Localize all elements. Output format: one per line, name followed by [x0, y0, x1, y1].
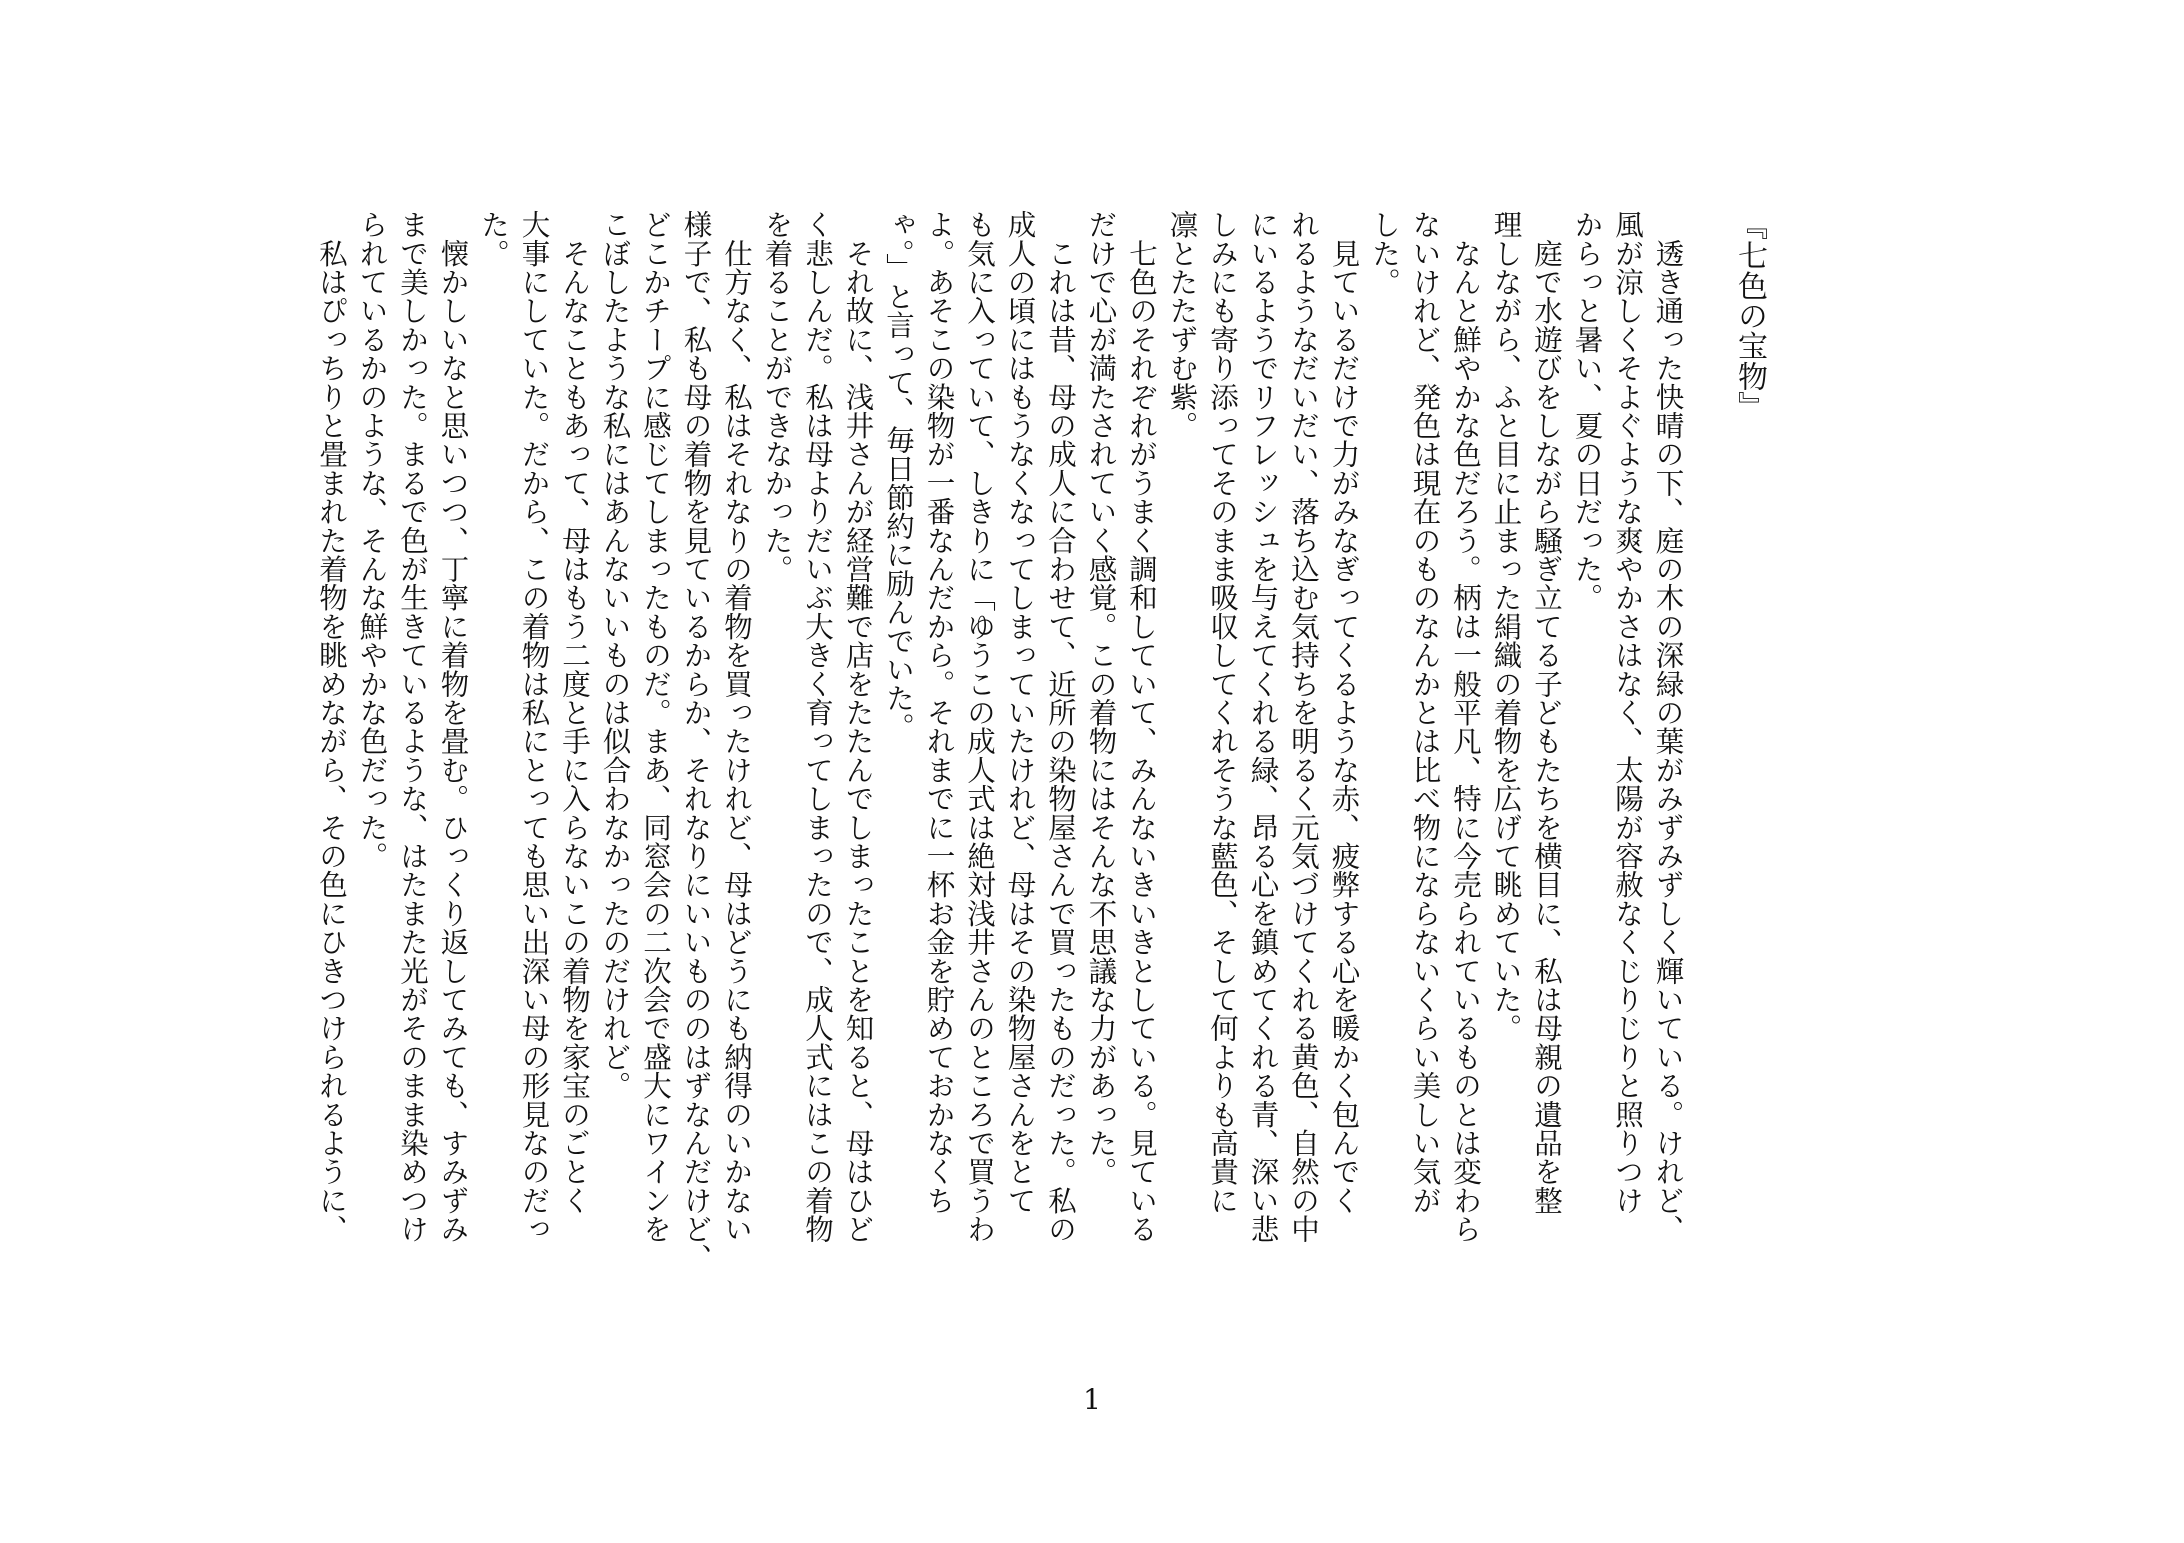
text-line: られているかのような、そんな鮮やかな色だった。 — [355, 210, 389, 871]
text-line: しみにも寄り添ってそのまま吸収してくれそうな藍色、そして何よりも高貴に — [1206, 210, 1239, 1215]
text-line: 様子で、私も母の着物を見ているからか、それなりにいいもののはずなんだけど、 — [679, 210, 713, 1272]
text-line: 凛とたたずむ紫。 — [1165, 210, 1199, 440]
text-line: を着ることができなかった。 — [760, 210, 794, 584]
text-line: 懐かしいなと思いつつ、丁寧に着物を畳む。ひっくり返してみても、すみずみ — [436, 210, 470, 1244]
text-line: 仕方なく、私はそれなりの着物を買ったけれど、母はどうにも納得のいかない — [720, 210, 753, 1244]
text-line: どこかチープに感じてしまったものだ。まあ、同窓会の二次会で盛大にワインを — [639, 210, 672, 1244]
text-line: ゃ。」と言って、毎日節約に励んでいた。 — [882, 210, 915, 742]
text-line: 私はぴっちりと畳まれた着物を眺めながら、その色にひきつけられるように、 — [315, 210, 348, 1244]
text-line: なんと鮮やかな色だろう。柄は一般平凡、特に今売られているものとは変わら — [1449, 210, 1482, 1244]
body-text-vertical — [311, 210, 1770, 1390]
text-line: からっと暑い、夏の日だった。 — [1570, 210, 1604, 612]
text-line: した。 — [1368, 210, 1401, 297]
page-number: 1 — [1083, 1383, 1101, 1416]
text-line: これは昔、母の成人に合わせて、近所の染物屋さんで買ったものだった。私の — [1044, 210, 1077, 1244]
text-line: も気に入っていて、しきりに「ゆうこの成人式は絶対浅井さんのところで買うわ — [963, 210, 996, 1244]
story-title: 『七色の宝物』 — [1732, 210, 1767, 422]
text-line: 成人の頃にはもうなくなってしまっていたけれど、母はその染物屋さんをとて — [1003, 210, 1037, 1215]
text-line: れるようなだいだい、落ち込む気持ちを明るく元気づけてくれる黄色、自然の中 — [1287, 210, 1320, 1244]
text-line: まで美しかった。まるで色が生きているような、はたまた光がそのまま染めつけ — [396, 210, 429, 1244]
text-line: 見ているだけで力がみなぎってくるような赤、疲弊する心を暖かく包んでく — [1327, 210, 1361, 1215]
text-line: よ。あそこの染物が一番なんだから。それまでに一杯お金を貯めておかなくち — [922, 210, 956, 1215]
text-line: 七色のそれぞれがうまく調和していて、みんないきいきとしている。見ている — [1125, 210, 1158, 1244]
text-line: 風が涼しくそよぐような爽やかさはなく、太陽が容赦なくじりじりと照りつけ — [1611, 210, 1644, 1215]
text-line: だけで心が満たされていく感覚。この着物にはそんな不思議な力があった。 — [1084, 210, 1118, 1186]
text-line: く悲しんだ。私は母よりだいぶ大きく育ってしまったので、成人式にはこの着物 — [801, 210, 834, 1244]
text-line: それ故に、浅井さんが経営難で店をたたんでしまったことを知ると、母はひど — [841, 210, 875, 1244]
text-line: そんなこともあって、母はもう二度と手に入らないこの着物を家宝のごとく — [558, 210, 591, 1215]
text-line: 透き通った快晴の下、庭の木の深緑の葉がみずみずしく輝いている。けれど、 — [1651, 210, 1685, 1244]
text-line: た。 — [477, 210, 510, 268]
text-line: 理しながら、ふと目に止まった絹織の着物を広げて眺めていた。 — [1489, 210, 1523, 1043]
text-line: こぼしたような私にはあんないいものは似合わなかったのだけれど。 — [598, 210, 632, 1100]
text-line: にいるようでリフレッシュを与えてくれる緑、昂る心を鎮めてくれる青、深い悲 — [1246, 210, 1280, 1244]
text-line: ないけれど、発色は現在のものなんかとは比べ物にならないくらい美しい気が — [1408, 210, 1442, 1215]
text-line: 庭で水遊びをしながら騒ぎ立てる子どもたちを横目に、私は母親の遺品を整 — [1530, 210, 1563, 1215]
text-line: 大事にしていた。だから、この着物は私にとっても思い出深い母の形見なのだっ — [517, 210, 551, 1244]
